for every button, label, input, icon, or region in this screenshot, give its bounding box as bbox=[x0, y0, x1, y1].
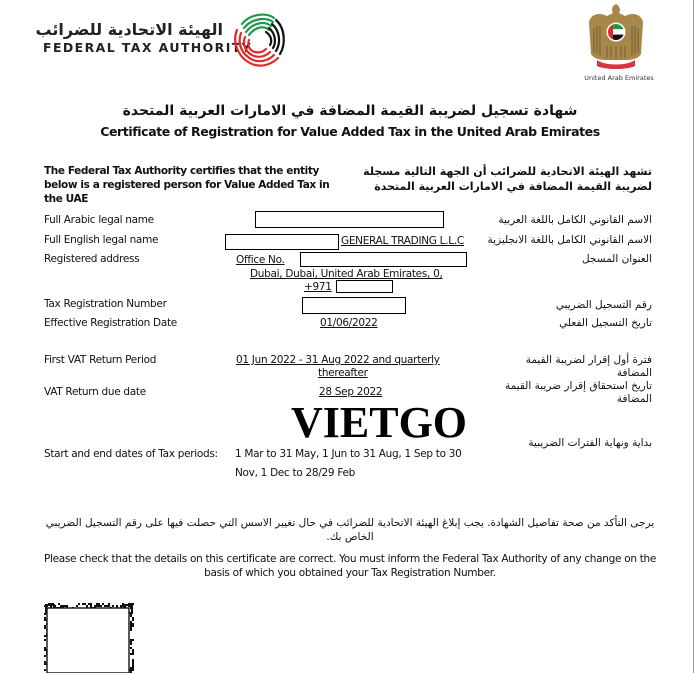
fta-mark-green-strands bbox=[242, 15, 274, 35]
vietgo-watermark: VIETGO bbox=[290, 398, 468, 447]
footer-note-arabic: يرجى التأكد من صحة تفاصيل الشهادة. يجب إبلاغ الهيئة الاتحادية للضرائب في حال تغيير الاسس التي حصلت فيها على رقم التسجيل الضريبي الخاص بك. bbox=[45, 517, 655, 543]
trn-label-ar: رقم التسجيل الضريبي bbox=[555, 299, 652, 311]
first-return-value-line2: thereafter bbox=[318, 367, 368, 379]
intro-statement-arabic: تشهد الهيئة الاتحادية للضرائب أن الجهة التالية مسجلة لضريبة القيمة المضافة في الامارات العربية المتحدة bbox=[363, 165, 652, 193]
english-name-label-ar: الاسم القانوني الكامل باللغة الانجليزية bbox=[487, 234, 652, 246]
qr-code-icon bbox=[44, 603, 134, 673]
effective-date-label-ar: تاريخ التسجيل الفعلي bbox=[559, 317, 652, 329]
tax-periods-label: Start and end dates of Tax periods: bbox=[44, 448, 218, 460]
address-line2: Dubai, Dubai, United Arab Emirates, 0, bbox=[250, 268, 443, 280]
certificate-title-english: Certificate of Registration for Value Added Tax in the United Arab Emirates bbox=[100, 124, 600, 139]
redacted-trn bbox=[302, 297, 406, 314]
effective-date-value: 01/06/2022 bbox=[320, 317, 378, 329]
english-name-label: Full English legal name bbox=[44, 234, 159, 246]
arabic-name-label: Full Arabic legal name bbox=[44, 214, 154, 226]
effective-date-label: Effective Registration Date bbox=[44, 317, 177, 329]
english-name-value: GENERAL TRADING L.L.C bbox=[341, 235, 464, 247]
page-edge-line bbox=[693, 0, 694, 673]
address-phone-prefix: +971 bbox=[304, 281, 332, 293]
arabic-name-label-ar: الاسم القانوني الكامل باللغة العربية bbox=[498, 214, 652, 226]
redacted-phone-number bbox=[336, 280, 393, 293]
intro-statement-english: The Federal Tax Authority certifies that the entity below is a registered person for Value Added Tax in the UAE bbox=[44, 165, 330, 205]
uae-emblem-icon bbox=[585, 2, 647, 72]
redacted-office-number bbox=[300, 252, 467, 267]
tax-periods-value-line1: 1 Mar to 31 May, 1 Jun to 31 Aug, 1 Sep to 30 bbox=[235, 448, 462, 460]
address-label: Registered address bbox=[44, 253, 140, 265]
due-date-value: 28 Sep 2022 bbox=[319, 386, 383, 398]
first-return-label-ar: فترة أول إقرار لضريبة القيمة المضافة bbox=[525, 354, 652, 379]
fta-logo-english-text: FEDERAL TAX AUTHORITY bbox=[43, 40, 253, 55]
tax-periods-label-ar: بداية ونهاية الفترات الضريبية bbox=[528, 437, 652, 449]
fta-mark-red-strands bbox=[235, 30, 278, 66]
trn-label: Tax Registration Number bbox=[44, 298, 167, 310]
uae-emblem-caption: United Arab Emirates bbox=[584, 74, 654, 82]
footer-note-english: Please check that the details on this certificate are correct. You must inform the Federal Tax Authority of any change on the basis of which you obtained your Tax Registration Number. bbox=[43, 553, 657, 579]
first-return-value-line1: 01 Jun 2022 - 31 Aug 2022 and quarterly bbox=[236, 354, 440, 366]
due-date-label: VAT Return due date bbox=[44, 386, 146, 398]
redacted-qr-code bbox=[47, 608, 129, 673]
address-office-prefix: Office No. bbox=[236, 254, 285, 266]
fta-logo-arabic-text: الهيئة الاتحادية للضرائب bbox=[35, 20, 223, 39]
fta-logo-mark-icon bbox=[228, 8, 290, 70]
tax-periods-value-line2: Nov, 1 Dec to 28/29 Feb bbox=[235, 467, 356, 479]
address-label-ar: العنوان المسجل bbox=[581, 253, 652, 265]
first-return-label: First VAT Return Period bbox=[44, 354, 157, 366]
redacted-arabic-name bbox=[255, 211, 444, 228]
certificate-title-arabic: شهادة تسجيل لضريبة القيمة المضافة في الامارات العربية المتحدة bbox=[122, 103, 578, 119]
due-date-label-ar: تاريخ استحقاق إقرار ضريبة القيمة المضافة bbox=[504, 380, 652, 405]
redacted-english-name bbox=[225, 234, 339, 250]
